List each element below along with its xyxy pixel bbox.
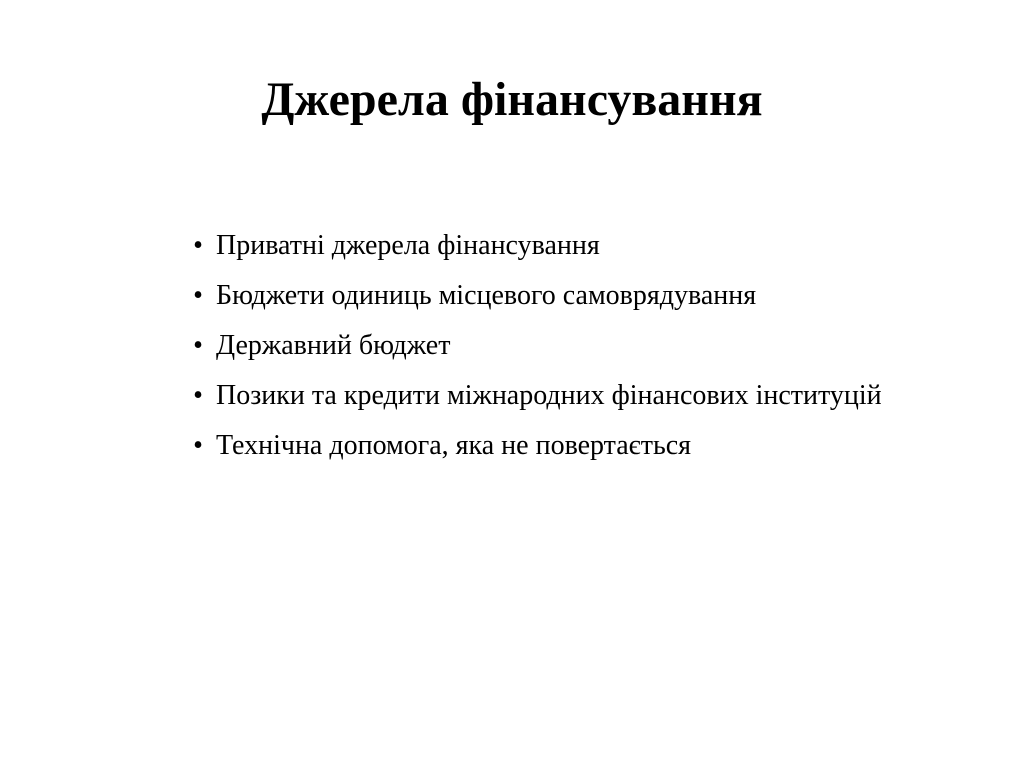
bullet-text: Технічна допомога, яка не повертається — [216, 430, 692, 461]
bullet-text: Державний бюджет — [216, 330, 451, 361]
list-item — [188, 228, 928, 264]
list-item — [188, 278, 928, 314]
bullet-icon: • — [193, 330, 203, 361]
list-item — [188, 328, 928, 364]
bullet-list — [188, 228, 928, 478]
bullet-icon: • — [193, 230, 203, 261]
bullet-icon: • — [193, 430, 203, 461]
bullet-text: Приватні джерела фінансування — [216, 230, 600, 261]
list-item — [188, 428, 928, 464]
slide-title: Джерела фінансування — [261, 73, 763, 126]
bullet-text: Бюджети одиниць місцевого самоврядування — [216, 280, 757, 311]
bullet-text: Позики та кредити міжнародних фінансових інституцій — [216, 380, 882, 411]
bullet-icon: • — [193, 380, 203, 411]
list-item — [188, 378, 928, 414]
bullet-icon: • — [193, 280, 203, 311]
